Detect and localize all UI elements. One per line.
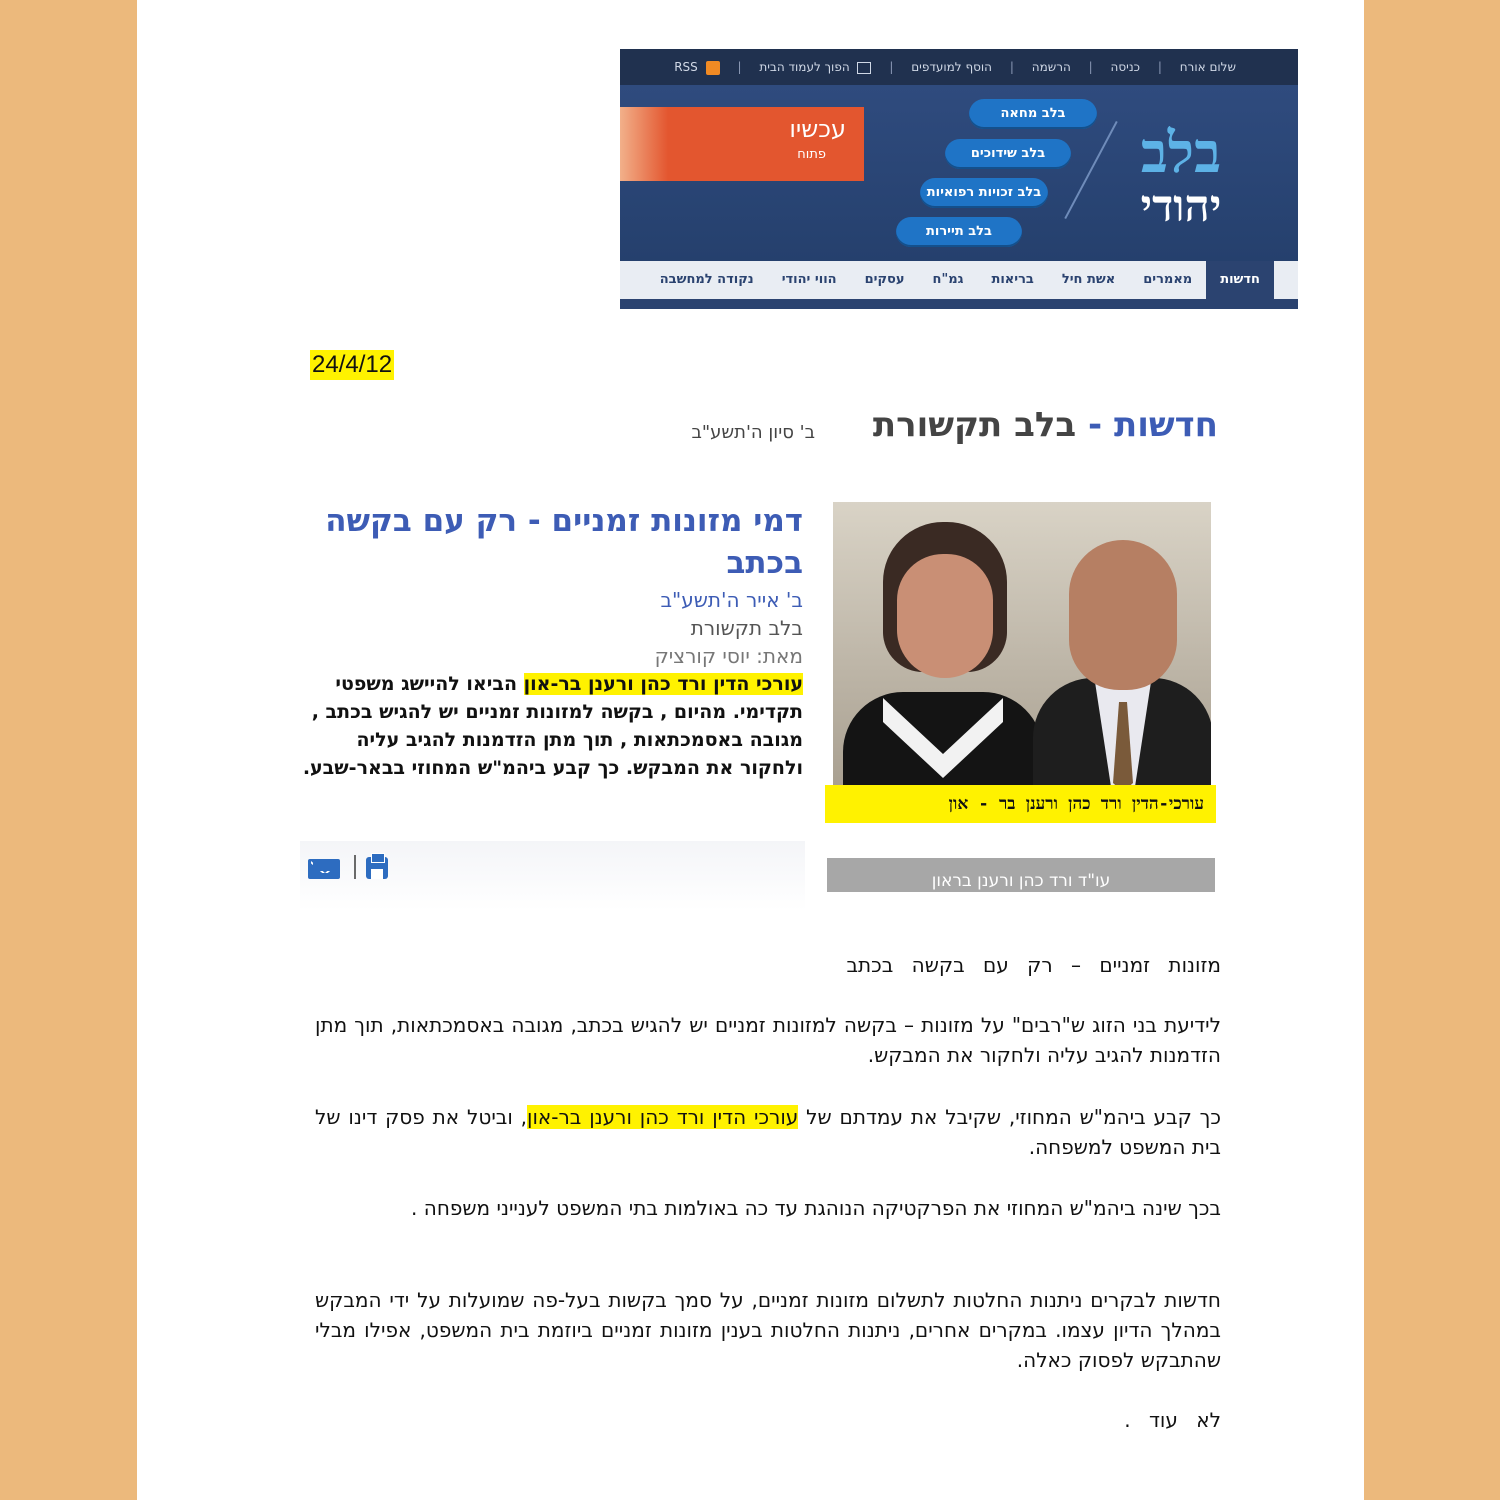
nav-thought[interactable]: נקודה למחשבה [659,272,754,287]
add-favorites-link[interactable]: הוסף למועדפים [911,60,993,74]
promo-image [620,107,668,181]
logo-line1: בלב [1140,120,1222,186]
promo-title: עכשיו [789,115,846,143]
greeting-text: שלום אורח [1179,60,1236,74]
make-home-link[interactable]: הפוך לעמוד הבית [759,60,850,74]
login-link[interactable]: כניסה [1110,60,1141,74]
person-right-head [1069,540,1177,690]
section-hebrew-date: ב' סיון ה'תשע"ב [691,422,815,443]
article-summary [300,500,803,782]
p2-after: , וביטל את פסק דינו של בית המשפט למשפחה. [315,1105,1221,1159]
nav-news[interactable]: חדשות [1206,261,1274,299]
promo-banner[interactable] [620,107,864,181]
pill-matchmaking[interactable]: בלב שידוכים [945,139,1071,169]
photo-caption-text: עורכי-הדין ורד כהן ורענן בר - און [948,794,1204,814]
tools-divider [354,855,356,879]
article-tools [300,841,805,911]
nav-woman-of-valor[interactable]: אשת חיל [1061,272,1116,287]
body-paragraph-1: לידיעת בני הזוג ש"רבים" על מזונות – בקשה למזונות זמניים יש להגיש בכתב, מגובה באסמכתאות, תוך מתן הזדמנות להגיב עליה ולחקור את המבקש. [315,1013,1221,1067]
top-bar [620,49,1298,85]
stamp-date: 24/4/12 [312,351,393,378]
site-logo[interactable] [1096,120,1266,233]
email-icon[interactable] [308,859,340,879]
photo-subcaption-bar [827,858,1215,892]
photo-caption [825,785,1216,823]
home-icon [857,62,871,74]
lead-text: הביאו להיישג משפטי תקדימי. מהיום , בקשה למזונות זמניים יש להגיש בכתב , מגובה באסמכתאות , תוך מתן הזדמנות להגיב עליה ולחקור את המבקש. כך קבע ביהמ"ש המחוזי בבאר-שבע. [302,673,803,779]
nav-health[interactable]: בריאות [991,272,1034,287]
print-icon[interactable] [366,857,388,879]
body-paragraph-2 [315,1102,1221,1162]
pill-tourism[interactable]: בלב תיירות [896,217,1022,247]
body-paragraph-3: בכך שינה ביהמ"ש המחוזי את הפרקטיקה הנוהגת עד כה באולמות בתי המשפט לענייני משפחה . [411,1196,1221,1220]
body-heading: מזונות זמניים – רק עם בקשה בכתב [846,953,1221,977]
separator: | [1157,60,1162,74]
separator: | [889,60,894,74]
rss-link[interactable]: RSS [674,60,698,74]
main-nav [620,261,1298,309]
lead-highlight: עורכי הדין ורד כהן ורענן בר-און [523,673,803,695]
lawyers-photo [833,502,1211,785]
separator: | [1009,60,1014,74]
rss-icon[interactable] [706,61,720,75]
nav-business[interactable]: עסקים [864,272,905,287]
banner [620,85,1298,261]
body-paragraph-4: חדשות לבקרים ניתנות החלטות לתשלום מזונות זמניים, על סמך בקשות בעל-פה שמועלות על ידי המבקש במהלך הדיון עצמו. במקרים אחרים, ניתנות החלטות בענין מזונות זמניים ביוזמת בית המשפט, אפילו מבלי שהתבקש לפסוק כאלה. [315,1288,1221,1372]
article-source: בלב תקשורת [690,616,803,640]
article-lead [300,670,803,782]
section-title-main: חדשות [1113,405,1218,445]
separator: | [737,60,742,74]
pill-protest[interactable]: בלב מחאה [969,99,1097,129]
article-author: מאת: יוסי קורציק [654,644,803,668]
nav-articles[interactable]: מאמרים [1143,272,1193,287]
section-title-separator: - [1076,405,1114,445]
article-date: ב' אייר ה'תשע"ב [660,588,803,612]
body-paragraph-5: לא עוד . [1124,1408,1221,1432]
photo-subcaption-text: עו"ד ורד כהן ורענן בראון [931,871,1111,891]
register-link[interactable]: הרשמה [1031,60,1071,74]
site-header [620,49,1298,309]
p2-highlight: עורכי הדין ורד כהן ורענן בר-און [527,1105,799,1129]
section-title [873,405,1218,445]
logo-line2: יהודי [1140,181,1222,232]
pill-medical-rights[interactable]: בלב זכויות רפואיות [920,178,1048,208]
article-title[interactable]: דמי מזונות זמניים - רק עם בקשה בכתב [325,503,803,581]
p2-before: כך קבע ביהמ"ש המחוזי, שקיבל את עמדתם של [798,1105,1221,1129]
nav-jewish-life[interactable]: הווי יהודי [781,272,837,287]
separator: | [1088,60,1093,74]
nav-gemach[interactable]: גמ"ח [932,272,964,287]
person-left-face [897,554,993,678]
section-title-sub: בלב תקשורת [872,405,1077,445]
promo-subtitle: פתוח [797,147,826,162]
